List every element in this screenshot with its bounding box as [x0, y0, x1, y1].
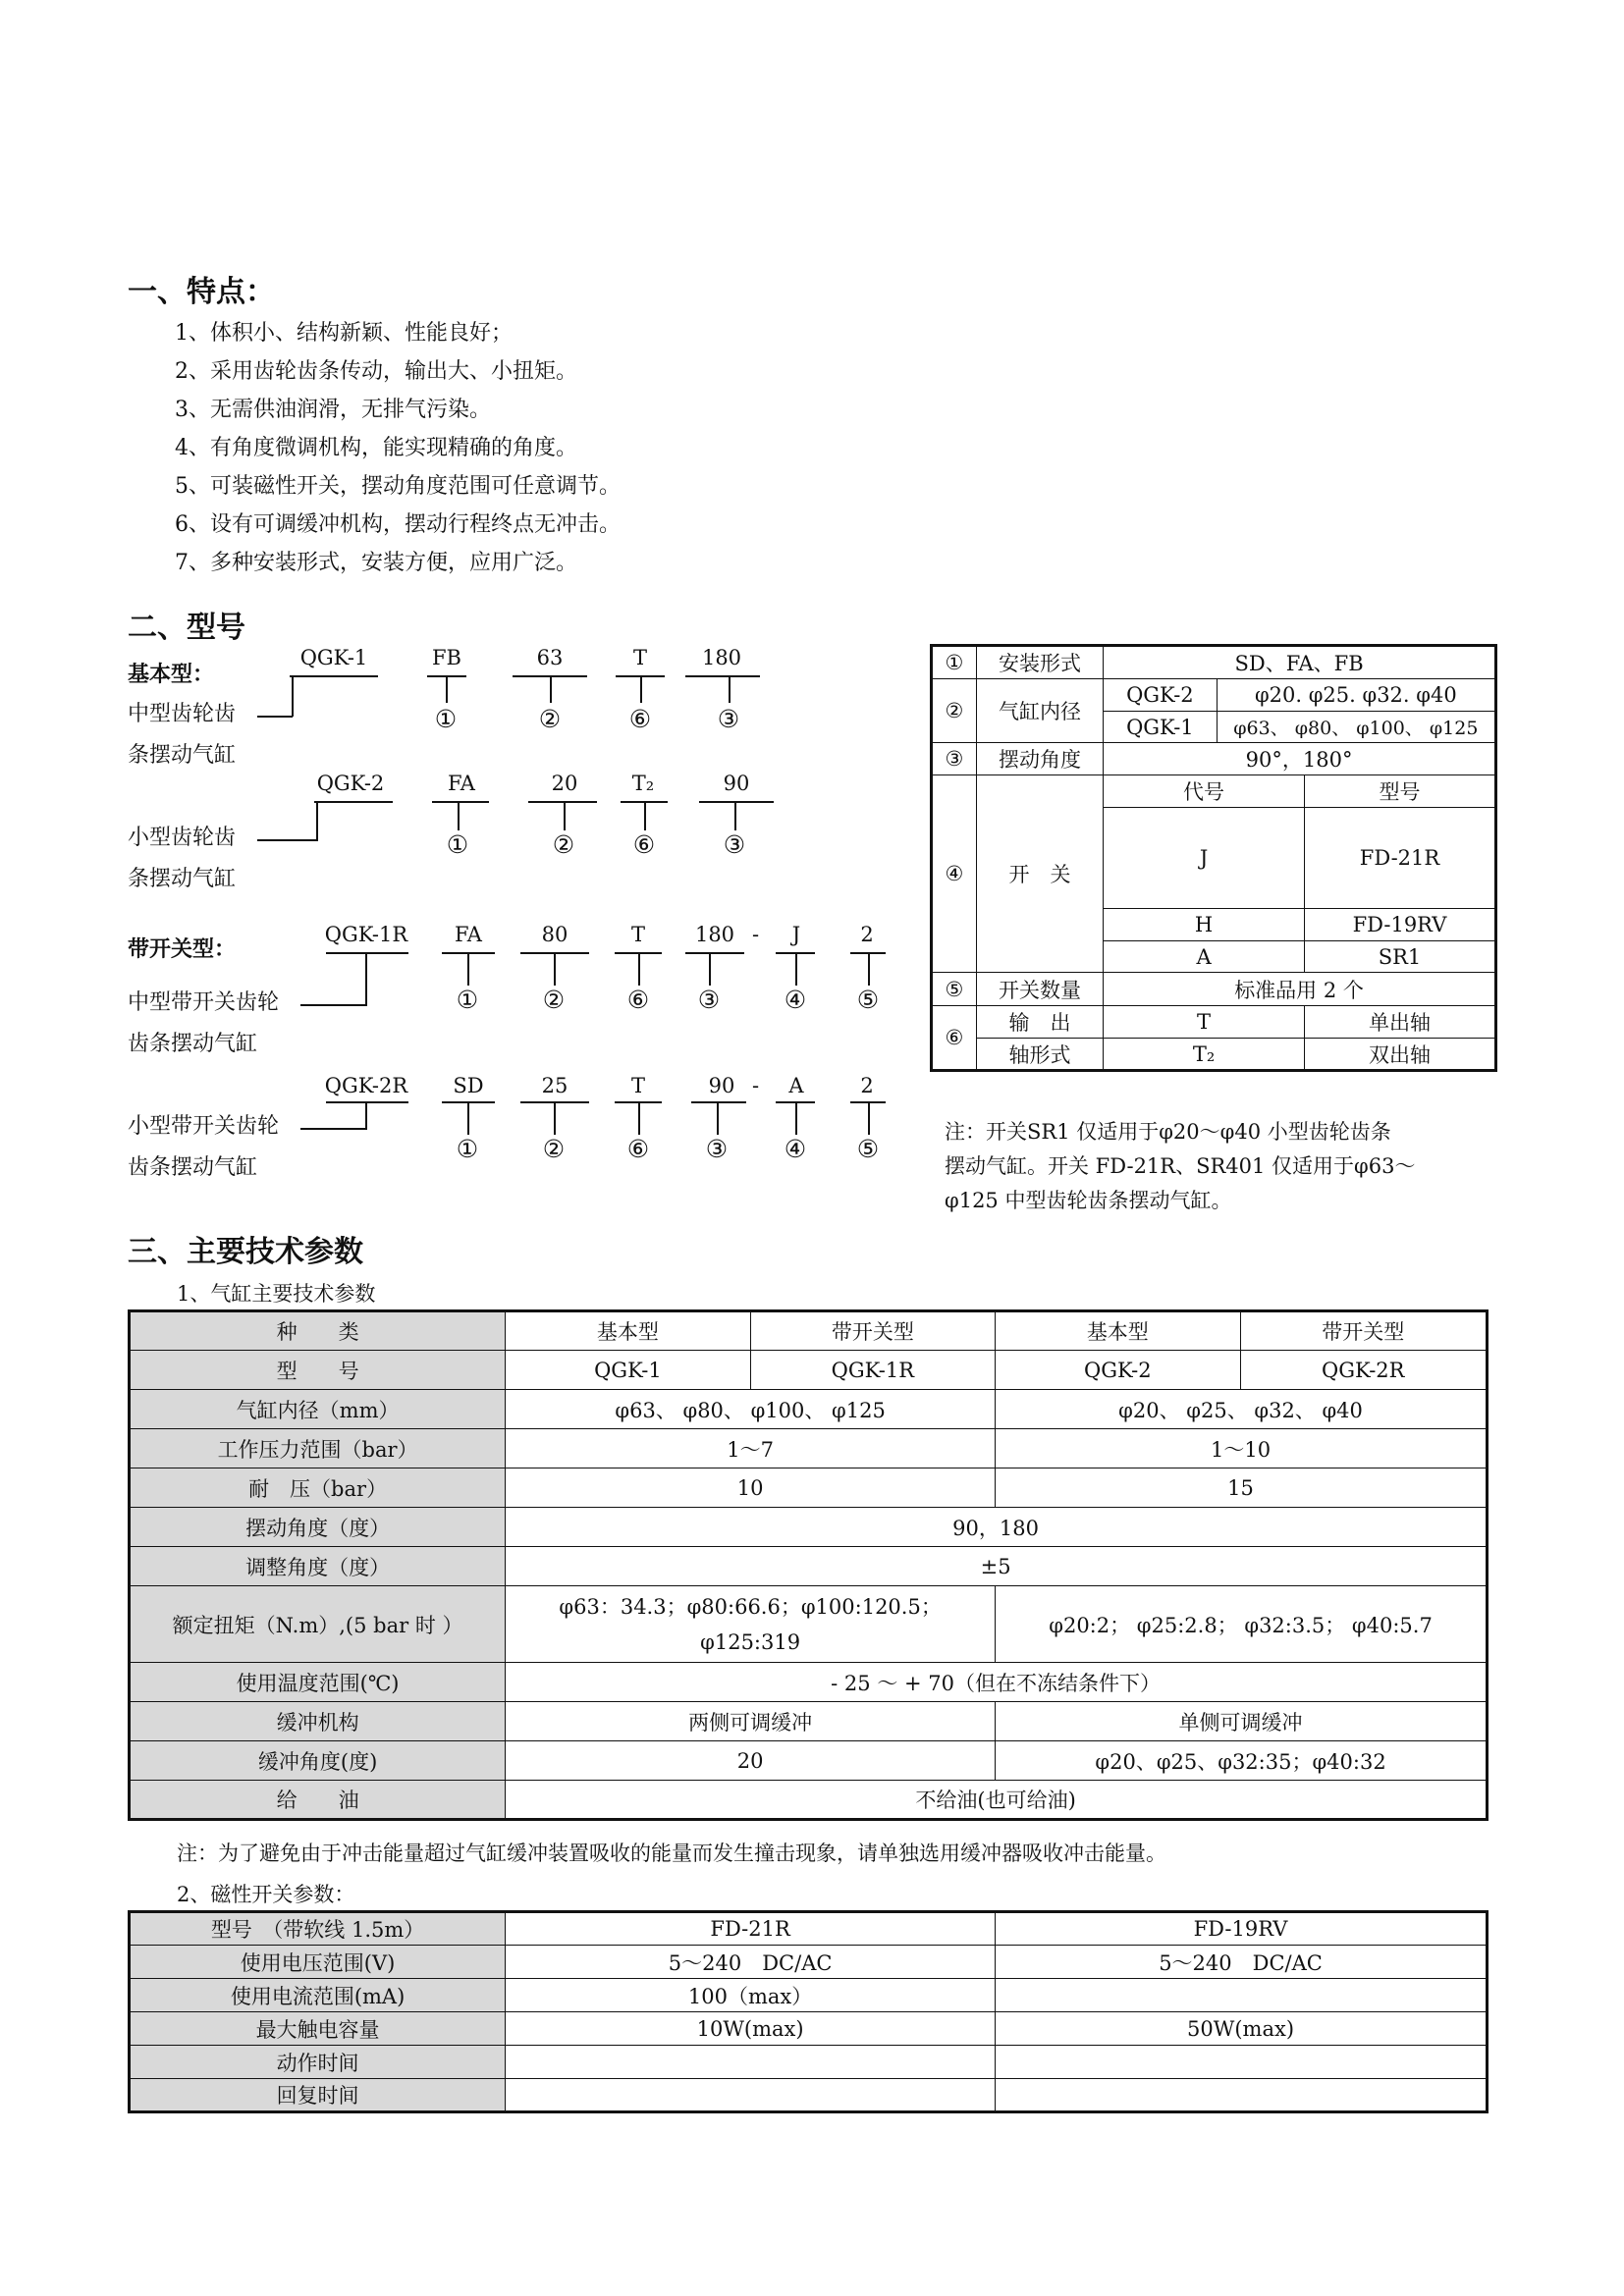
legend-value: φ20. φ25. φ32. φ40 [1217, 679, 1495, 712]
legend-sublabel: QGK-2 [1104, 679, 1218, 712]
row-desc: 中型齿轮齿 [128, 702, 237, 726]
cell: 1～7 [506, 1429, 996, 1468]
row-header: 回复时间 [130, 2079, 506, 2112]
feature-item: 5、可装磁性开关，摆动角度范围可任意调节。 [175, 474, 621, 499]
code-part: T [630, 1074, 645, 1097]
cell: 1～10 [996, 1429, 1488, 1468]
cell [506, 2079, 996, 2112]
cell: 10W(max) [506, 2012, 996, 2046]
cell: 5～240 DC/AC [996, 1946, 1488, 1979]
legend-label: 轴形式 [976, 1039, 1103, 1071]
row-header: 使用温度范围(℃) [130, 1663, 506, 1702]
table2-title: 2、磁性开关参数： [177, 1883, 355, 1906]
legend-value: FD-19RV [1304, 909, 1495, 941]
circle-ref: ④ [784, 1135, 807, 1163]
cell: 基本型 [506, 1311, 750, 1351]
circle-ref: ① [456, 1135, 479, 1163]
cell: 单侧可调缓冲 [996, 1702, 1488, 1741]
circle-ref: ① [456, 986, 479, 1014]
cell: - 25 ～ + 70（但在不冻结条件下） [506, 1663, 1488, 1702]
dash: - [752, 923, 760, 946]
legend-value: FD-21R [1304, 808, 1495, 909]
legend-value: SD、FA、FB [1104, 646, 1496, 679]
legend-code: A [1104, 941, 1305, 973]
legend-num: ② [932, 679, 977, 743]
row-desc: 齿条摆动气缸 [128, 1032, 258, 1056]
legend-sublabel: QGK-1 [1104, 712, 1218, 743]
code-part: QGK-1R [324, 923, 408, 946]
row-header: 缓冲角度(度) [130, 1741, 506, 1781]
code-part: QGK-2 [316, 772, 385, 795]
circle-ref: ④ [784, 986, 807, 1014]
row-desc: 条摆动气缸 [128, 867, 237, 891]
circle-ref: ⑥ [626, 1135, 650, 1163]
switch-params-table [128, 1910, 1489, 2113]
section-params-title: 三、主要技术参数 [128, 1235, 363, 1269]
circle-ref: ③ [723, 830, 746, 859]
code-part: 80 [541, 923, 568, 946]
code-part: FA [455, 923, 482, 946]
code-part: A [788, 1074, 804, 1097]
cylinder-params-table [128, 1309, 1489, 1821]
row-header: 缓冲机构 [130, 1702, 506, 1741]
code-part: FB [431, 646, 461, 669]
code-part: T [632, 646, 647, 669]
switch-type-label: 带开关型： [128, 937, 237, 962]
circle-ref: ⑤ [856, 1135, 880, 1163]
section-features-title: 一、特点： [128, 275, 275, 309]
code-part: FA [448, 772, 475, 795]
cell-line: φ63：34.3；φ80:66.6；φ100:120.5； [559, 1594, 942, 1619]
legend-value: 双出轴 [1304, 1039, 1495, 1071]
legend-code: T₂ [1104, 1039, 1305, 1071]
circle-ref: ③ [697, 986, 721, 1014]
circle-ref: ⑥ [632, 830, 656, 859]
basic-type-label: 基本型： [128, 663, 215, 687]
code-part: 25 [541, 1074, 568, 1097]
row-header: 耐 压（bar） [130, 1468, 506, 1508]
circle-ref: ⑥ [626, 986, 650, 1014]
cell: φ20、φ25、φ32:35；φ40:32 [996, 1741, 1488, 1781]
legend-num: ③ [932, 743, 977, 775]
legend-value: 90°，180° [1104, 743, 1496, 775]
cell [996, 1979, 1488, 2012]
cell: QGK-2 [996, 1351, 1240, 1390]
row-header: 使用电压范围(V) [130, 1946, 506, 1979]
legend-num: ⑤ [932, 973, 977, 1006]
legend-num: ① [932, 646, 977, 679]
row-header: 最大触电容量 [130, 2012, 506, 2046]
feature-item: 3、无需供油润滑，无排气污染。 [175, 398, 491, 422]
circle-ref: ② [538, 705, 562, 733]
legend-code: H [1104, 909, 1305, 941]
code-part: SD [453, 1074, 484, 1097]
code-part: QGK-2R [324, 1074, 408, 1097]
code-part: QGK-1 [299, 646, 368, 669]
code-part: 63 [536, 646, 564, 669]
legend-num: ④ [932, 775, 977, 973]
legend-label: 输 出 [976, 1006, 1103, 1039]
cell: 带开关型 [1240, 1311, 1487, 1351]
row-header: 型 号 [130, 1351, 506, 1390]
legend-value: 单出轴 [1304, 1006, 1495, 1039]
row-desc: 小型带开关齿轮 [128, 1114, 280, 1139]
cell: 10 [506, 1468, 996, 1508]
circle-ref: ② [542, 986, 566, 1014]
cell: 带开关型 [750, 1311, 995, 1351]
cell: 两侧可调缓冲 [506, 1702, 996, 1741]
cell: 20 [506, 1741, 996, 1781]
note-line: 摆动气缸。开关 FD-21R、SR401 仅适用于φ63～ [945, 1154, 1416, 1178]
legend-value: φ63、 φ80、 φ100、 φ125 [1217, 712, 1495, 743]
code-part: 2 [860, 1074, 874, 1097]
legend-label: 开 关 [976, 775, 1103, 973]
row-header: 种 类 [130, 1311, 506, 1351]
legend-code: T [1104, 1006, 1305, 1039]
cell: 15 [996, 1468, 1488, 1508]
circle-ref: ② [542, 1135, 566, 1163]
cell: 不给油(也可给油) [506, 1781, 1488, 1820]
row-header: 给 油 [130, 1781, 506, 1820]
cell: 基本型 [996, 1311, 1240, 1351]
legend-code: J [1104, 808, 1305, 909]
feature-item: 7、多种安装形式，安装方便，应用广泛。 [175, 551, 577, 575]
cell [506, 1586, 996, 1663]
cell: φ20、 φ25、 φ32、 φ40 [996, 1390, 1488, 1429]
code-part: J [791, 923, 801, 946]
code-part: T [630, 923, 645, 946]
cell: φ20:2； φ25:2.8； φ32:3.5； φ40:5.7 [996, 1586, 1488, 1663]
legend-value: 标准品用 2 个 [1104, 973, 1496, 1006]
row-header: 动作时间 [130, 2046, 506, 2079]
table1-title: 1、气缸主要技术参数 [177, 1282, 376, 1306]
legend-label: 气缸内径 [976, 679, 1103, 743]
cell: QGK-2R [1240, 1351, 1487, 1390]
circle-ref: ① [434, 705, 458, 733]
legend-value: SR1 [1304, 941, 1495, 973]
feature-item: 4、有角度微调机构，能实现精确的角度。 [175, 436, 577, 460]
cell: 90，180 [506, 1508, 1488, 1547]
row-header: 摆动角度（度） [130, 1508, 506, 1547]
row-desc: 小型齿轮齿 [128, 826, 237, 850]
row-header: 型号 （带软线 1.5m） [130, 1912, 506, 1946]
note-line: 注：开关SR1 仅适用于φ20～φ40 小型齿轮齿条 [945, 1120, 1391, 1144]
features-list [175, 314, 621, 582]
legend-note [945, 1115, 1415, 1218]
code-part: T₂ [631, 772, 655, 795]
row-header: 工作压力范围（bar） [130, 1429, 506, 1468]
code-part: 90 [708, 1074, 735, 1097]
cell [996, 2079, 1488, 2112]
row-desc: 中型带开关齿轮 [128, 990, 280, 1015]
cell: 50W(max) [996, 2012, 1488, 2046]
cell: QGK-1 [506, 1351, 750, 1390]
cell: 100（max） [506, 1979, 996, 2012]
table1-note: 注：为了避免由于冲击能量超过气缸缓冲装置吸收的能量而发生撞击现象，请单独选用缓冲器吸收冲击能量。 [177, 1842, 1166, 1865]
cell: 5～240 DC/AC [506, 1946, 996, 1979]
legend-label: 开关数量 [976, 973, 1103, 1006]
feature-item: 1、体积小、结构新颖、性能良好； [175, 321, 513, 346]
row-desc: 条摆动气缸 [128, 743, 237, 768]
code-part: 2 [860, 923, 874, 946]
circle-ref: ① [446, 830, 469, 859]
feature-item: 6、设有可调缓冲机构，摆动行程终点无冲击。 [175, 512, 621, 537]
cell [506, 2046, 996, 2079]
row-header: 额定扭矩（N.m）,(5 bar 时 ） [130, 1586, 506, 1663]
circle-ref: ③ [717, 705, 740, 733]
cell: ±5 [506, 1547, 1488, 1586]
section-model-title: 二、型号 [128, 611, 245, 645]
cell: FD-19RV [996, 1912, 1488, 1946]
circle-ref: ⑤ [856, 986, 880, 1014]
cell: φ63、 φ80、 φ100、 φ125 [506, 1390, 996, 1429]
row-header: 使用电流范围(mA) [130, 1979, 506, 2012]
legend-label: 安装形式 [976, 646, 1103, 679]
circle-ref: ② [552, 830, 575, 859]
cell: QGK-1R [750, 1351, 995, 1390]
cell: FD-21R [506, 1912, 996, 1946]
circle-ref: ⑥ [628, 705, 652, 733]
dash: - [752, 1074, 760, 1097]
note-line: φ125 中型齿轮齿条摆动气缸。 [945, 1189, 1232, 1212]
legend-header: 型号 [1304, 775, 1495, 808]
feature-item: 2、采用齿轮齿条传动，输出大、小扭矩。 [175, 359, 577, 384]
legend-header: 代号 [1104, 775, 1305, 808]
cell [996, 2046, 1488, 2079]
code-part: 20 [551, 772, 578, 795]
code-part: 180 [694, 923, 735, 946]
cell-line: φ125:319 [700, 1629, 801, 1654]
code-part: 90 [723, 772, 750, 795]
legend-num: ⑥ [932, 1006, 977, 1071]
model-legend-table [930, 644, 1497, 1072]
code-part: 180 [701, 646, 742, 669]
circle-ref: ③ [705, 1135, 729, 1163]
row-header: 气缸内径（mm） [130, 1390, 506, 1429]
legend-label: 摆动角度 [976, 743, 1103, 775]
row-desc: 齿条摆动气缸 [128, 1155, 258, 1180]
row-header: 调整角度（度） [130, 1547, 506, 1586]
